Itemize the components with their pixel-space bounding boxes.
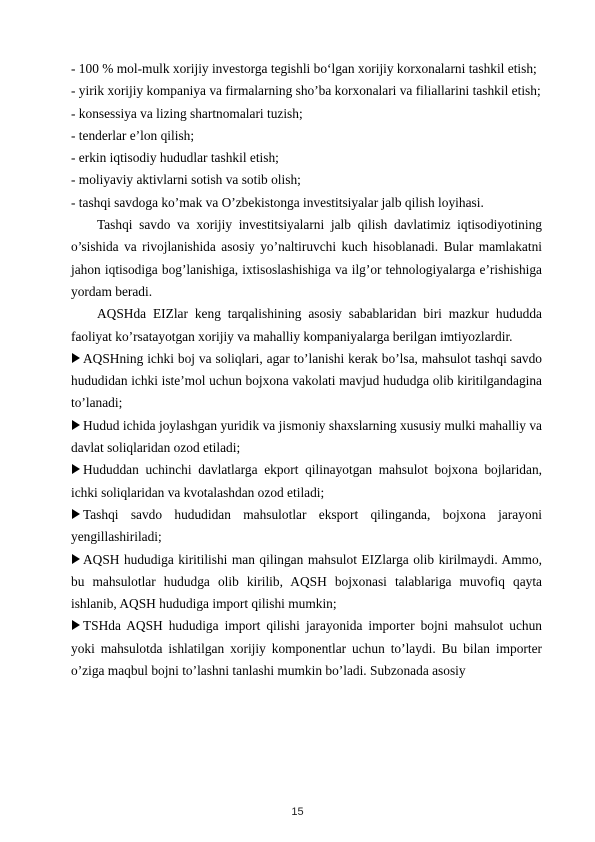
bullet-item bbox=[71, 459, 542, 504]
arrow-bullet-icon bbox=[72, 353, 80, 363]
arrow-bullet-icon bbox=[72, 464, 80, 474]
list-line-tenders: - tenderlar e’lon qilish; bbox=[71, 127, 195, 143]
arrow-bullet-icon bbox=[72, 620, 80, 630]
arrow-bullet-icon bbox=[72, 554, 80, 564]
list-line-free-economic-zones: - erkin iqtisodiy hududlar tashkil etish; bbox=[71, 150, 279, 166]
bullet-text: TSHda AQSH hududiga import qilishi jarayonida importer bojni mahsulot uchun yoki mahsulotda ishlatilgan xorijiy komponentlar uchun to’laydi. Bu bilan importer o’ziga maqbul bojni to’lashni tanlashi mumkin bo’ladi. Subzonada asosiy bbox=[71, 618, 542, 679]
bullet-text: AQSH hududiga kiritilishi man qilingan mahsulot EIZlarga olib kirilmaydi. Ammo, bu mahsulotlar hududga olib kirilib, AQSH bojxonasi talablariga muvofiq qayta ishlanib, AQSH hududiga import qilishi mumkin; bbox=[71, 551, 542, 612]
bullet-text: Hudud ichida joylashgan yuridik va jismoniy shaxslarning xususiy mulki mahalliy va davlat soliqlaridan ozod etiladi; bbox=[71, 417, 542, 456]
list-line-concession-leasing: - konsessiya va lizing shartnomalari tuzish; bbox=[71, 105, 303, 121]
bullet-text: Tashqi savdo hududidan mahsulotlar eksport qilinganda, bojxona jarayoni yengillashiriladi; bbox=[71, 506, 542, 545]
list-line-subsidiaries: - yirik xorijiy kompaniya va firmalarning sho’ba korxonalari va filiallarini tashkil etish; bbox=[71, 83, 541, 99]
bullet-item bbox=[71, 615, 542, 682]
bullet-text: AQSHning ichki boj va soliqlari, agar to’lanishi kerak bo’lsa, mahsulot tashqi savdo hududidan ichki iste’mol uchun bojxona vakolati mavjud hududga olib kiritilgandagina to’lanadi; bbox=[71, 350, 542, 411]
arrow-bullet-icon bbox=[72, 509, 80, 519]
list-line-trade-project: - tashqi savdoga ko’mak va O’zbekistonga investitsiyalar jalb qilish loyihasi. bbox=[71, 194, 484, 210]
page-body bbox=[71, 58, 542, 682]
paragraph-trade-investment: Tashqi savdo va xorijiy investitsiyalarni jalb qilish davlatimiz iqtisodiyotining o’sishida va rivojlanishida asosiy yo’naltiruvchi kuch hisoblanadi. Bular mamlakatni jahon iqtisodiga bog’lanishiga, ixtisoslashishiga va ilg’or tehnologiyalarga e’rishishiga yordam beradi. bbox=[71, 217, 542, 299]
bullet-item bbox=[71, 549, 542, 616]
bullet-item bbox=[71, 348, 542, 415]
list-line-financial-assets: - moliyaviy aktivlarni sotish va sotib olish; bbox=[71, 172, 301, 188]
page-number: 15 bbox=[291, 806, 304, 818]
bullet-text: Hududdan uchinchi davlatlarga ekport qilinayotgan mahsulot bojxona bojlaridan, ichki soliqlaridan va kvotalashdan ozod etiladi; bbox=[71, 462, 542, 500]
bullet-item bbox=[71, 415, 542, 460]
bullet-item bbox=[71, 504, 542, 549]
list-line-foreign-enterprises: - 100 % mol-mulk xorijiy investorga tegishli bo‘lgan xorijiy korxonalarni tashkil etish; bbox=[71, 61, 537, 76]
arrow-bullet-icon bbox=[72, 420, 80, 430]
paragraph-usa-fez: AQSHda EIZlar keng tarqalishining asosiy sabablaridan biri mazkur hududda faoliyat ko’rsatayotgan xorijiy va mahalliy kompaniyalarga berilgan imtiyozlardir. bbox=[71, 306, 542, 344]
